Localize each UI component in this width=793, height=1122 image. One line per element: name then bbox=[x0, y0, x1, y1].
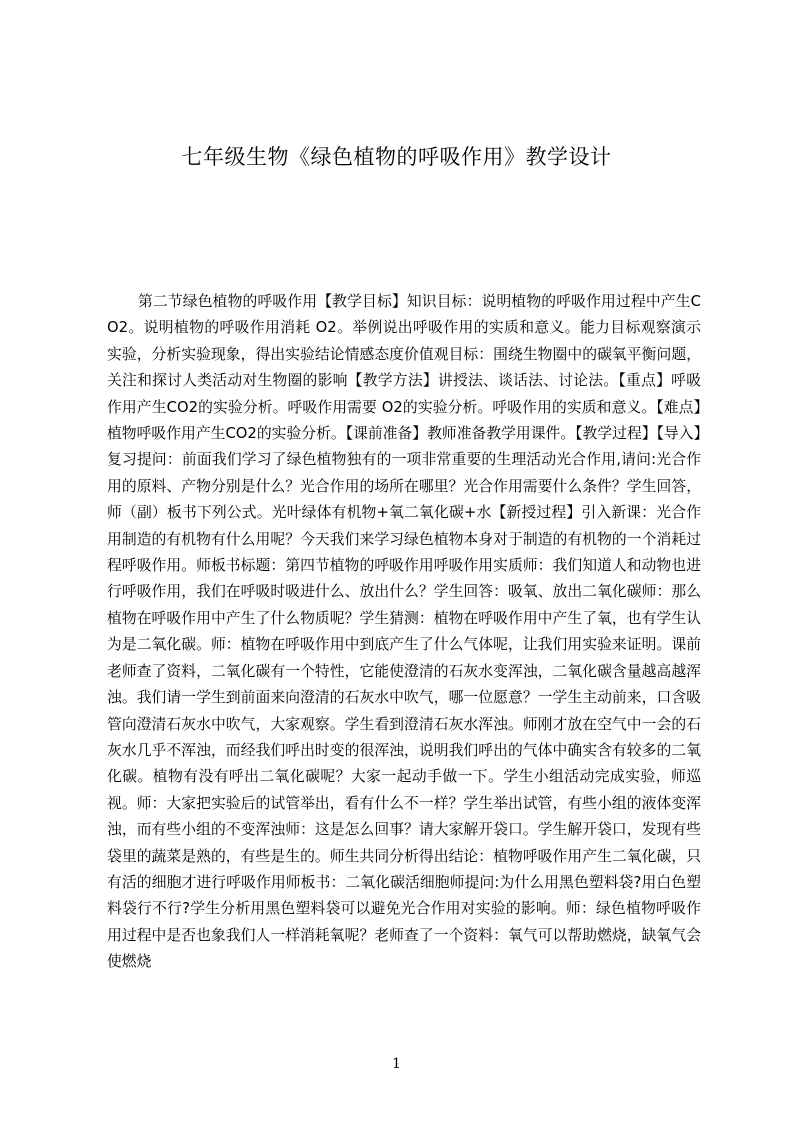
page-number: 1 bbox=[392, 1056, 401, 1072]
document-title: 七年级生物《绿色植物的呼吸作用》教学设计 bbox=[181, 145, 612, 169]
document-body-paragraph: 第二节绿色植物的呼吸作用【教学目标】知识目标：说明植物的呼吸作用过程中产生CO2。说明植物的呼吸作用消耗 O2。举例说出呼吸作用的实质和意义。能力目标观察演示实验，分析实验现象，得出实验结论情感态度价值观目标：围绕生物圈中的碳氧平衡问题，关注和探讨人类活动对生物圈的影响【教学方法】讲授法、谈话法、讨论法。【重点】呼吸作用产生CO2的实验分析。呼吸作用需要 O2的实验分析。呼吸作用的实质和意义。【难点】植物呼吸作用产生CO2的实验分析。【课前准备】教师准备教学用课件。【教学过程】【导入】复习提问：前面我们学习了绿色植物独有的一项非常重要的生理活动光合作用,请问:光合作用的原料、产物分别是什么？光合作用的场所在哪里？光合作用需要什么条件？学生回答，师（副）板书下列公式。光叶绿体有机物+氧二氧化碳+水【新授过程】引入新课：光合作用制造的有机物有什么用呢？今天我们来学习绿色植物本身对于制造的有机物的一个消耗过程呼吸作用。师板书标题：第四节植物的呼吸作用呼吸作用实质师：我们知道人和动物也进行呼吸作用，我们在呼吸时吸进什么、放出什么？学生回答：吸氧、放出二氧化碳师：那么植物在呼吸作用中产生了什么物质呢？学生猜测：植物在呼吸作用中产生了氧，也有学生认为是二氧化碳。师：植物在呼吸作用中到底产生了什么气体呢，让我们用实验来证明。课前老师查了资料，二氧化碳有一个特性，它能使澄清的石灰水变浑浊，二氧化碳含量越高越浑浊。我们请一学生到前面来向澄清的石灰水中吹气，哪一位愿意？一学生主动前来，口含吸管向澄清石灰水中吹气，大家观察。学生看到澄清石灰水浑浊。师刚才放在空气中一会的石灰水几乎不浑浊，而经我们呼出时变的很浑浊，说明我们呼出的气体中确实含有较多的二氧化碳。植物有没有呼出二氧化碳呢？大家一起动手做一下。学生小组活动完成实验，师巡视。师：大家把实验后的试管举出，看有什么不一样？学生举出试管，有些小组的液体变浑浊，而有些小组的不变浑浊师：这是怎么回事？请大家解开袋口。学生解开袋口，发现有些袋里的蔬菜是熟的，有些是生的。师生共同分析得出结论：植物呼吸作用产生二氧化碳，只有活的细胞才进行呼吸作用师板书：二氧化碳活细胞师提问:为什么用黑色塑料袋?用白色塑料袋行不行?学生分析用黑色塑料袋可以避免光合作用对实验的影响。师：绿色植物呼吸作用过程中是否也象我们人一样消耗氧呢？老师查了一个资料：氧气可以帮助燃烧，缺氧气会使燃烧 bbox=[107, 293, 701, 971]
